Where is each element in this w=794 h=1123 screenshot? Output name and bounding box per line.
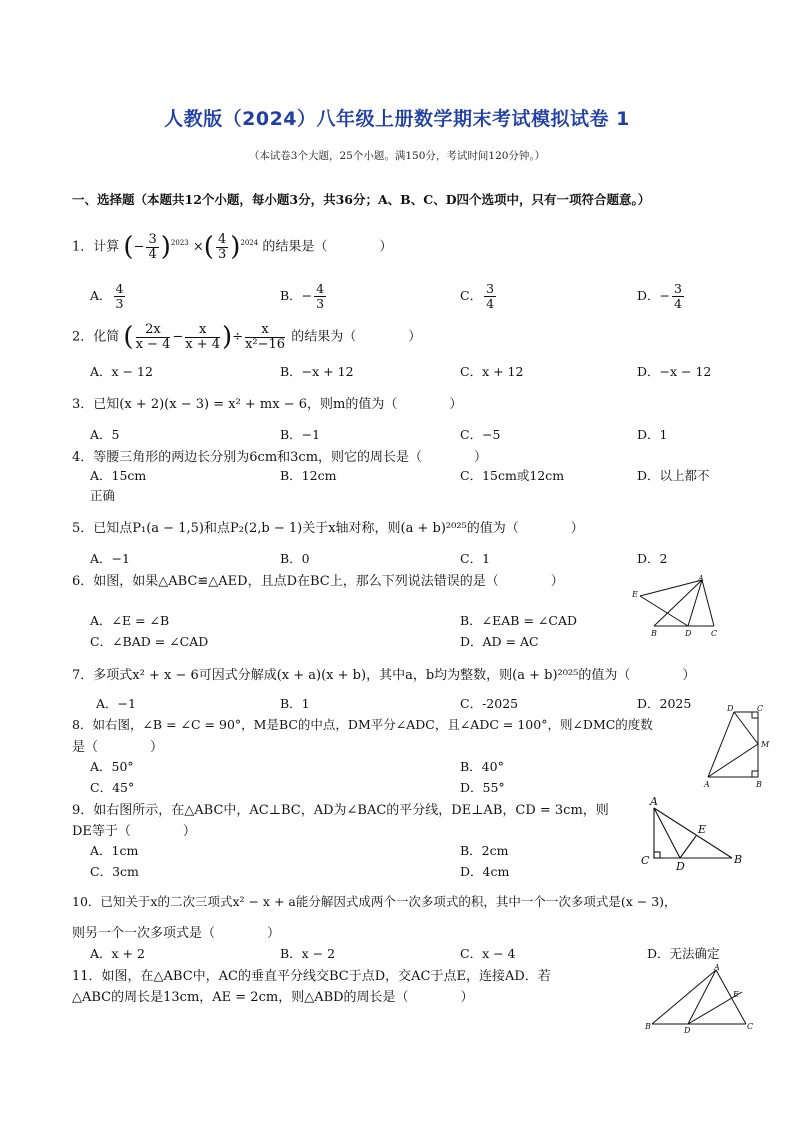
figure-label: E xyxy=(698,823,707,836)
section-heading: 一、选择题（本题共12个小题，每小题3分，共36分；A、B、C、D四个选项中，只有一项符合题意。） xyxy=(72,192,651,207)
question-1-number: 1．计算 xyxy=(72,239,120,255)
question-1-exponent-2: 2024 xyxy=(240,239,259,248)
question-10-option-a[interactable]: A．x + 2 xyxy=(90,946,145,961)
question-4-option-c[interactable]: C．15cm或12cm xyxy=(460,468,565,483)
question-9-figure xyxy=(636,792,752,872)
question-1-tail: 的结果是（ ） xyxy=(262,239,393,255)
question-9-option-d[interactable]: D．4cm xyxy=(460,864,510,879)
question-4-option-b[interactable]: B．12cm xyxy=(280,468,337,483)
question-3-option-a[interactable]: A．5 xyxy=(90,427,120,442)
figure-label: C xyxy=(757,704,764,713)
question-2-option-b[interactable]: B．−x + 12 xyxy=(280,364,354,379)
exam-instructions: （本试卷3个大题，25个小题。满150分，考试时间120分钟。） xyxy=(248,150,546,162)
question-1-option-c[interactable]: C． $\frac{3}{4}$ xyxy=(460,281,495,311)
figure-label: D xyxy=(684,1026,691,1034)
figure-label: E xyxy=(632,590,638,599)
question-9-option-b[interactable]: B．2cm xyxy=(460,843,509,858)
question-8-figure xyxy=(700,702,774,792)
question-8-option-c[interactable]: C．45° xyxy=(90,780,135,795)
question-10-continued: 则另一个一次多项式是（ ） xyxy=(72,926,281,941)
figure-label: A xyxy=(650,795,658,808)
question-6-option-a[interactable]: A．∠E = ∠B xyxy=(90,613,170,628)
question-8-continued: 是（ ） xyxy=(72,740,164,755)
figure-label: B xyxy=(734,853,743,866)
question-11-continued: △ABC的周长是13cm，AE = 2cm，则△ABD的周长是（ ） xyxy=(72,990,474,1005)
question-1-exponent-1: 2023 xyxy=(170,239,189,248)
question-4: 4．等腰三角形的两边长分别为6cm和3cm，则它的周长是（ ） xyxy=(72,450,488,465)
question-1-option-a[interactable]: A． $\frac{4}{3}$ xyxy=(90,281,124,311)
question-6-figure xyxy=(628,574,728,638)
question-7-option-b[interactable]: B．1 xyxy=(280,696,310,711)
figure-label: A xyxy=(704,780,710,789)
question-8: 8．如右图，∠B = ∠C = 90°，M是BC的中点，DM平分∠ADC，且∠ADC = 100°，则∠DMC的度数 xyxy=(72,717,653,732)
question-4-option-d-continued: 正确 xyxy=(90,488,116,503)
figure-label: B xyxy=(645,1022,651,1031)
question-3: 3．已知(x + 2)(x − 3) = x² + mx − 6，则m的值为（ ） xyxy=(72,397,463,412)
question-2: 2．化简 ( $\frac{2x}{x - 4}$ − $\frac{x}{x + 4}$ )÷ $\frac{x}{\text{x²−16}}$ 的结果为（ ） xyxy=(72,321,422,352)
question-5-option-b[interactable]: B．0 xyxy=(280,551,310,566)
question-9: 9．如右图所示，在△ABC中，AC⊥BC，AD为∠BAC的平分线，DE⊥AB，CD = 3cm，则 xyxy=(72,803,609,818)
question-5-option-c[interactable]: C．1 xyxy=(460,551,491,566)
question-4-option-d[interactable]: D．以上都不 xyxy=(637,468,710,483)
question-5-option-a[interactable]: A．−1 xyxy=(90,551,130,566)
question-10: 10．已知关于x的二次三项式x² − x + a能分解因式成两个一次多项式的积，其中一个一次多项式是(x − 3)， xyxy=(72,894,677,909)
figure-label: C xyxy=(711,629,718,638)
question-2-option-d[interactable]: D．−x − 12 xyxy=(637,364,712,379)
question-3-option-c[interactable]: C．−5 xyxy=(460,427,501,442)
question-5-option-d[interactable]: D．2 xyxy=(637,551,668,566)
figure-label: E xyxy=(733,990,739,999)
question-2-option-c[interactable]: C．x + 12 xyxy=(460,364,524,379)
page-title: 人教版（2024）八年级上册数学期末考试模拟试卷 1 xyxy=(164,108,630,130)
question-7-option-a[interactable]: A．−1 xyxy=(96,696,136,711)
question-6: 6．如图，如果△ABC≌△AED，且点D在BC上，那么下列说法错误的是（ ） xyxy=(72,574,564,589)
question-9-option-c[interactable]: C．3cm xyxy=(90,864,139,879)
question-7-option-c[interactable]: C．-2025 xyxy=(460,696,519,711)
question-1-option-d[interactable]: D．− $\frac{3}{4}$ xyxy=(637,281,682,311)
figure-label: M xyxy=(761,740,770,749)
question-9-continued: DE等于（ ） xyxy=(72,824,196,839)
figure-label: B xyxy=(756,780,762,789)
question-10-option-d[interactable]: D．无法确定 xyxy=(647,946,720,961)
figure-label: D xyxy=(727,704,734,713)
question-10-option-b[interactable]: B．x − 2 xyxy=(280,946,336,961)
question-6-option-b[interactable]: B．∠EAB = ∠CAD xyxy=(460,613,578,628)
question-7: 7．多项式x² + x − 6可因式分解成(x + a)(x + b)，其中a，b均为整数，则(a + b)²⁰²⁵的值为（ ） xyxy=(72,668,696,683)
figure-label: C xyxy=(641,854,650,867)
question-6-option-c[interactable]: C．∠BAD = ∠CAD xyxy=(90,634,209,649)
question-1: 1．计算 (− $\frac{3}{4}$ )$^{2023}$ ×( $\frac{4}{3}$ )$^{2024}$ 的结果是（ ） xyxy=(72,231,393,262)
question-1-option-b[interactable]: B．− $\frac{4}{3}$ xyxy=(280,281,325,311)
question-8-option-a[interactable]: A．50° xyxy=(90,759,134,774)
question-11-figure xyxy=(640,962,756,1034)
question-2-option-a[interactable]: A．x − 12 xyxy=(90,364,153,379)
question-5: 5．已知点P₁(a − 1,5)和点P₂(2,b − 1)关于x轴对称，则(a + b)²⁰²⁵的值为（ ） xyxy=(72,521,584,536)
figure-label: D xyxy=(685,629,692,638)
figure-label: B xyxy=(651,629,657,638)
figure-label: C xyxy=(747,1022,754,1031)
question-3-option-d[interactable]: D．1 xyxy=(637,427,668,442)
question-9-option-a[interactable]: A．1cm xyxy=(90,843,139,858)
question-8-option-b[interactable]: B．40° xyxy=(460,759,504,774)
question-4-option-a[interactable]: A．15cm xyxy=(90,468,147,483)
question-7-option-d[interactable]: D．2025 xyxy=(637,696,692,711)
question-11: 11．如图，在△ABC中，AC的垂直平分线交BC于点D，交AC于点E，连接AD．若 xyxy=(72,969,551,984)
question-3-option-b[interactable]: B．−1 xyxy=(280,427,321,442)
question-8-option-d[interactable]: D．55° xyxy=(460,780,505,795)
question-6-option-d[interactable]: D．AD = AC xyxy=(460,634,539,649)
question-10-option-c[interactable]: C．x − 4 xyxy=(460,946,516,961)
figure-label: D xyxy=(676,860,685,872)
figure-label: A xyxy=(698,574,704,583)
figure-label: A xyxy=(714,963,720,972)
